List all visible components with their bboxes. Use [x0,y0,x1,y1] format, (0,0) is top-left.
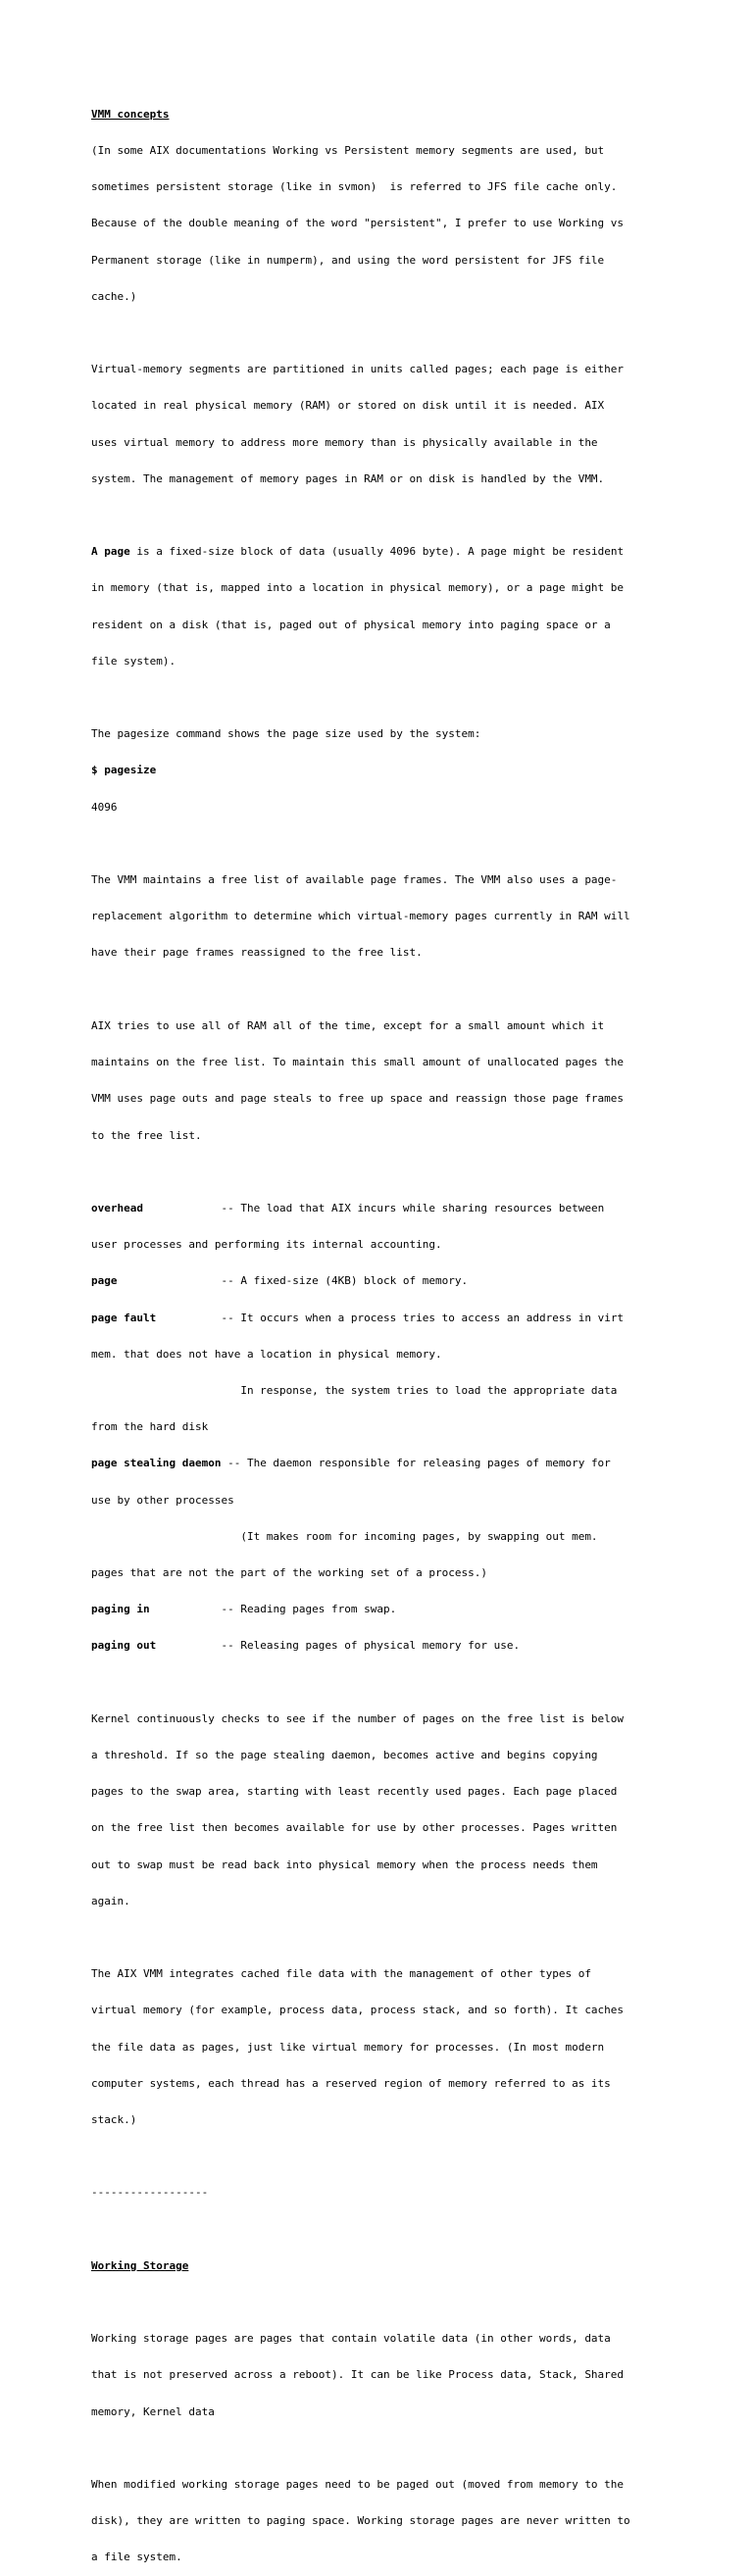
kernel-line: a threshold. If so the page stealing daemon, becomes active and begins copying [91,1748,598,1761]
kernel-line: pages to the swap area, starting with least recently used pages. Each page placed [91,1785,618,1799]
intro-line: cache.) [91,289,137,303]
kernel-line: again. [91,1894,130,1907]
apage-line: A page is a fixed-size block of data (usually 4096 byte). A page might be resident [91,545,625,559]
document-body [91,84,679,2576]
term-page-fault: page fault -- It occurs when a process tries to access an address in virt [91,1311,625,1324]
apage-term: A page [91,545,130,559]
kernel-line: Kernel continuously checks to see if the number of pages on the free list is below [91,1711,625,1725]
pagesize-command: $ pagesize [91,764,157,777]
freelist-line: The VMM maintains a free list of available page frames. The VMM also uses a page- [91,873,618,887]
kernel-line: on the free list then becomes available for use by other processes. Pages written [91,1821,618,1835]
integrates-line: the file data as pages, just like virtual memory for processes. (In most modern [91,2040,605,2054]
term-overhead-cont: user processes and performing its internal accounting. [91,1238,442,1252]
pagesize-output: 4096 [91,800,118,814]
term-paging-in: paging in -- Reading pages from swap. [91,1603,397,1616]
intro-line: Because of the double meaning of the word "persistent", I prefer to use Working vs [91,217,625,230]
heading-working-storage: Working Storage [91,2258,189,2272]
aix-ram-line: AIX tries to use all of RAM all of the time, except for a small amount which it [91,1018,605,1032]
kernel-line: out to swap must be read back into physical memory when the process needs them [91,1858,598,1871]
intro-line: (In some AIX documentations Working vs Persistent memory segments are used, but [91,144,605,158]
freelist-line: have their page frames reassigned to the free list. [91,946,423,960]
term-page-fault-cont: from the hard disk [91,1420,209,1434]
freelist-line: replacement algorithm to determine which virtual-memory pages currently in RAM will [91,910,630,923]
ws-line: memory, Kernel data [91,2404,215,2418]
pagesize-intro: The pagesize command shows the page size used by the system: [91,727,481,741]
term-overhead: overhead -- The load that AIX incurs while sharing resources between [91,1201,605,1214]
segments-line: uses virtual memory to address more memory than is physically available in the [91,435,598,449]
heading-vmm-concepts: VMM concepts [91,107,170,121]
term-page-stealing-cont: (It makes room for incoming pages, by swapping out mem. [91,1529,598,1543]
ws2-line: a file system. [91,2551,182,2564]
apage-line: resident on a disk (that is, paged out of physical memory into paging space or a [91,618,611,631]
aix-ram-line: maintains on the free list. To maintain this small amount of unallocated pages the [91,1056,625,1069]
segments-line: system. The management of memory pages in RAM or on disk is handled by the VMM. [91,471,605,485]
integrates-line: stack.) [91,2112,137,2126]
integrates-line: virtual memory (for example, process data, process stack, and so forth). It caches [91,2004,625,2017]
segments-line: Virtual-memory segments are partitioned in units called pages; each page is either [91,363,625,376]
aix-ram-line: VMM uses page outs and page steals to free up space and reassign those page frames [91,1092,625,1106]
term-paging-out: paging out -- Releasing pages of physical memory for use. [91,1639,521,1653]
term-page-stealing-cont: use by other processes [91,1493,234,1507]
apage-line: in memory (that is, mapped into a location in physical memory), or a page might be [91,581,625,595]
integrates-line: The AIX VMM integrates cached file data with the management of other types of [91,1967,591,1981]
term-page-stealing-cont: pages that are not the part of the working set of a process.) [91,1565,487,1579]
term-page-fault-cont: In response, the system tries to load the appropriate data [91,1383,618,1397]
term-page-stealing-daemon: page stealing daemon -- The daemon responsible for releasing pages of memory for [91,1457,611,1470]
intro-line: Permanent storage (like in numperm), and using the word persistent for JFS file [91,253,605,267]
term-page: page -- A fixed-size (4KB) block of memory. [91,1274,469,1288]
integrates-line: computer systems, each thread has a reserved region of memory referred to as its [91,2076,611,2090]
intro-line: sometimes persistent storage (like in svmon) is referred to JFS file cache only. [91,180,618,194]
term-page-fault-cont: mem. that does not have a location in physical memory. [91,1347,442,1361]
separator: ------------------ [91,2186,209,2200]
ws-line: that is not preserved across a reboot). It can be like Process data, Stack, Shared [91,2368,625,2382]
ws-line: Working storage pages are pages that contain volatile data (in other words, data [91,2332,611,2346]
ws2-line: disk), they are written to paging space. Working storage pages are never written to [91,2514,630,2528]
apage-line: file system). [91,654,176,668]
aix-ram-line: to the free list. [91,1128,202,1142]
segments-line: located in real physical memory (RAM) or stored on disk until it is needed. AIX [91,399,605,413]
ws2-line: When modified working storage pages need to be paged out (moved from memory to the [91,2478,625,2492]
